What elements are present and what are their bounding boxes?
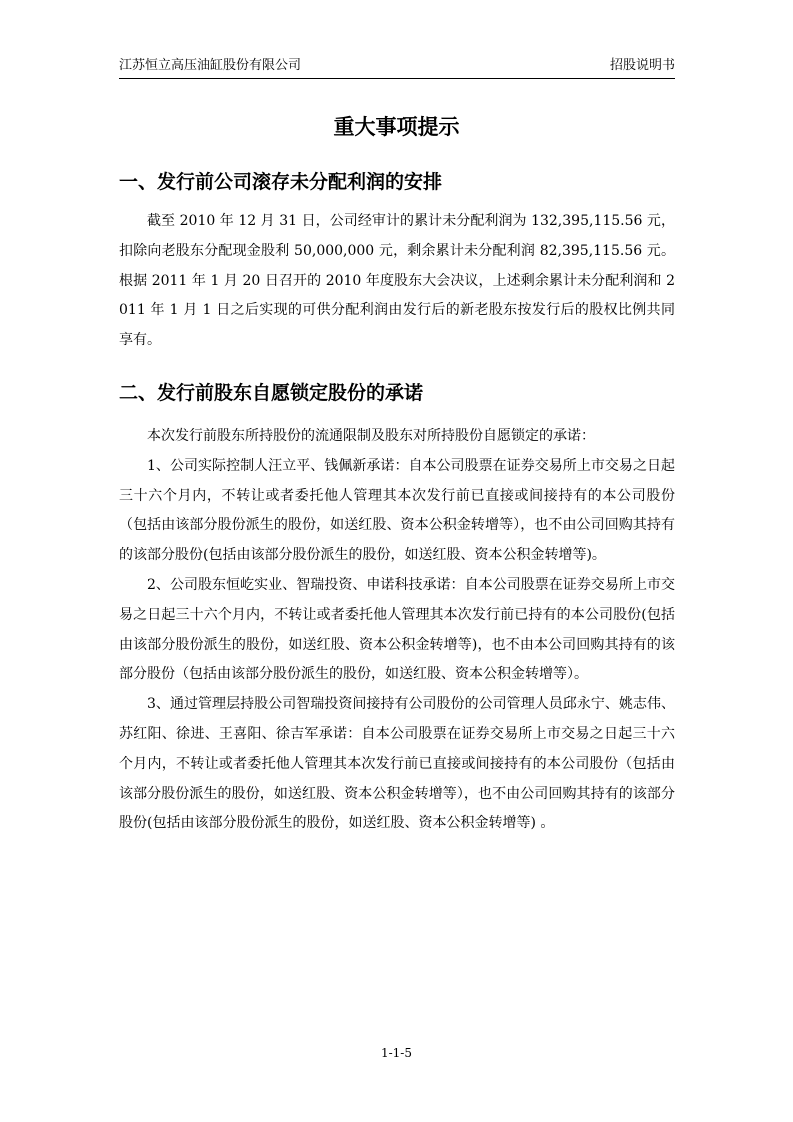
page-title: 重大事项提示 [333, 115, 460, 139]
paragraph-lockup-management: 3、通过管理层持股公司智瑞投资间接持有公司股份的公司管理人员邱永宁、姚志伟、苏红阳、徐进、王喜阳、徐吉军承诺：自本公司股票在证券交易所上市交易之日起三十六个月内，不转让或者委托他人管理其本次发行前已直接或间接持有的本公司股份（包括由该部分股份派生的股份，如送红股、资本公积金转增等），也不由公司回购其持有的该部分股份(包括由该部分股份派生的股份，如送红股、资本公积金转增等) 。 [119, 696, 675, 832]
paragraph-lockup-controllers: 1、公司实际控制人汪立平、钱佩新承诺：自本公司股票在证券交易所上市交易之日起三十六个月内，不转让或者委托他人管理其本次发行前已直接或间接持有的本公司股份（包括由该部分股份派生的股份，如送红股、资本公积金转增等），也不由公司回购其持有的该部分股份(包括由该部分股份派生的股份，如送红股、资本公积金转增等)。 [119, 457, 675, 564]
paragraph-retained-profits: 截至 2010 年 12 月 31 日，公司经审计的累计未分配利润为 132,395,115.56 元，扣除向老股东分配现金股利 50,000,000 元，剩余累计未分配利润 82,395,115.56 元。根据 2011 年 1 月 20 日召开的 2010 年度股东大会决议，上述剩余累计未分配利润和 2011 年 1 月 1 日之后实现的可供分配利润由发行后的新老股东按发行后的股权比例共同享有。 [119, 213, 675, 349]
page-header [119, 56, 675, 79]
section-heading-retained-profits: 一、发行前公司滚存未分配利润的安排 [119, 171, 443, 193]
paragraph-lockup-shareholders: 2、公司股东恒屹实业、智瑞投资、申诺科技承诺：自本公司股票在证券交易所上市交易之日起三十六个月内，不转让或者委托他人管理其本次发行前已持有的本公司股份(包括由该部分股份派生的股份，如送红股、资本公积金转增等)，也不由本公司回购其持有的该部分股份（包括由该部分股份派生的股份，如送红股、资本公积金转增等）。 [119, 576, 675, 683]
page-number: 1-1-5 [380, 1046, 412, 1060]
section-heading-share-lockup: 二、发行前股东自愿锁定股份的承诺 [119, 382, 424, 404]
paragraph-lockup-intro: 本次发行前股东所持股份的流通限制及股东对所持股份自愿锁定的承诺： [147, 428, 595, 444]
section-body-retained-profits [119, 207, 675, 356]
header-company-name: 江苏恒立高压油缸股份有限公司 [119, 58, 302, 73]
header-document-type: 招股说明书 [609, 58, 675, 73]
section-body-share-lockup [119, 422, 675, 839]
